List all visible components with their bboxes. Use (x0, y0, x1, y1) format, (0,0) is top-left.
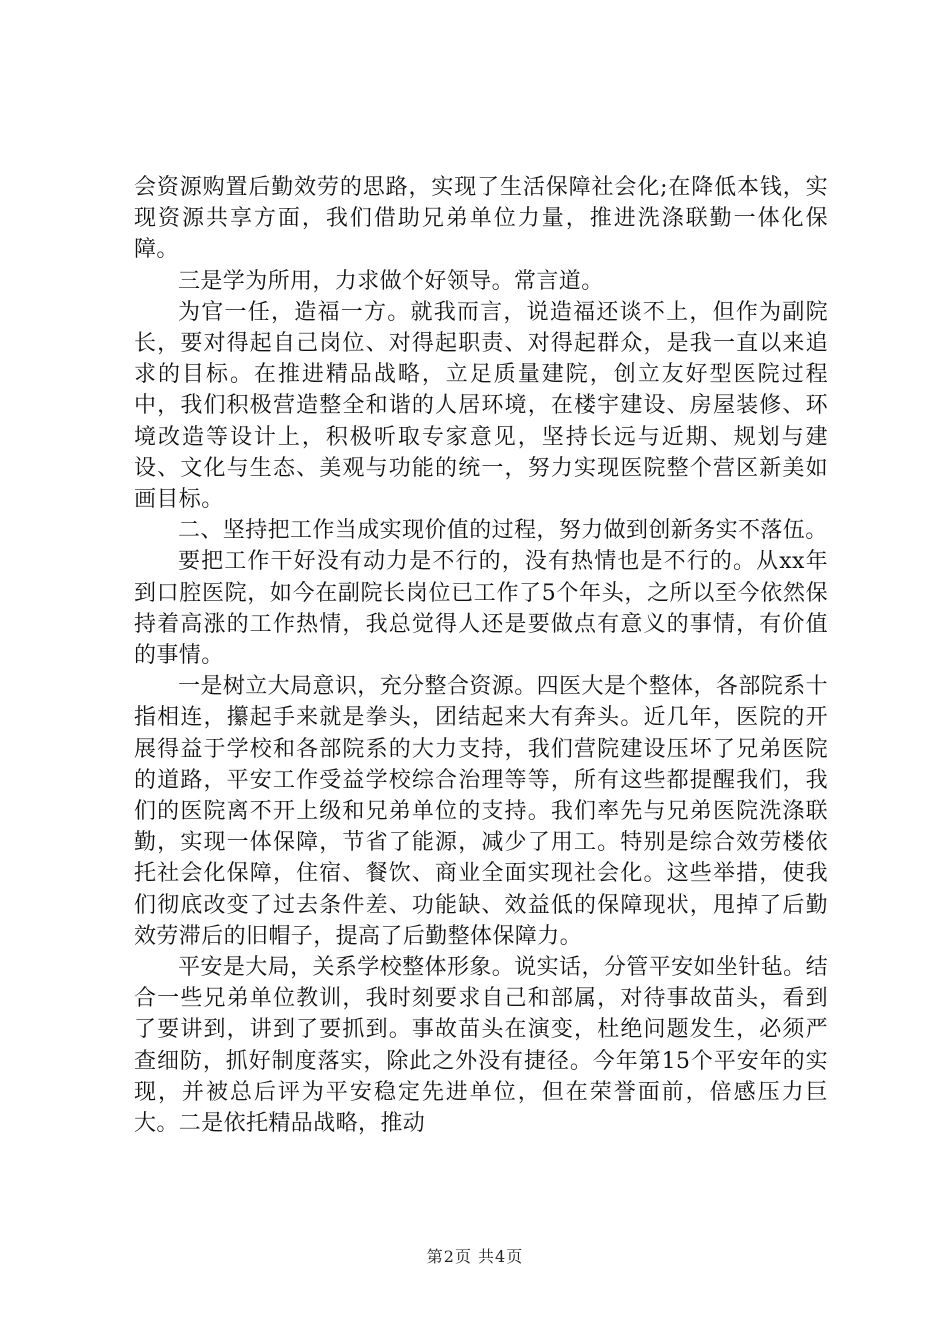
paragraph-6: 一是树立大局意识，充分整合资源。四医大是个整体，各部院系十指相连，攥起手来就是拳头，团结起来大有奔头。近几年，医院的开展得益于学校和各部院系的大力支持，我们营院建设压坏了兄弟医院的道路，平安工作受益学校综合治理等等，所有这些都提醒我们，我们的医院离不开上级和兄弟单位的支持。我们率先与兄弟医院洗涤联勤，实现一体保障，节省了能源，减少了用工。特别是综合效劳楼依托社会化保障，住宿、餐饮、商业全面实现社会化。这些举措，使我们彻底改变了过去条件差、功能缺、效益低的保障现状，甩掉了后勤效劳滞后的旧帽子，提高了后勤整体保障力。 (134, 674, 828, 949)
paragraph-5: 要把工作干好没有动力是不行的，没有热情也是不行的。从xx年到口腔医院，如今在副院长岗位已工作了5个年头，之所以至今依然保持着高涨的工作热情，我总觉得人还是要做点有意义的事情，有价值的事情。 (134, 549, 828, 669)
page-footer: 第2页 共4页 (426, 1247, 524, 1266)
paragraph-3: 为官一任，造福一方。就我而言，说造福还谈不上，但作为副院长，要对得起自己岗位、对得起职责、对得起群众，是我一直以来追求的目标。在推进精品战略，立足质量建院，创立友好型医院过程中，我们积极营造整全和谐的人居环境，在楼宇建设、房屋装修、环境改造等设计上，积极听取专家意见，坚持长远与近期、规划与建设、文化与生态、美观与功能的统一，努力实现医院整个营区新美如画目标。 (134, 299, 828, 513)
paragraph-7: 平安是大局，关系学校整体形象。说实话，分管平安如坐针毡。结合一些兄弟单位教训，我时刻要求自己和部属，对待事故苗头，看到了要讲到，讲到了要抓到。事故苗头在演变，杜绝问题发生，必须严查细防，抓好制度落实，除此之外没有捷径。今年第15个平安年的实现，并被总后评为平安稳定先进单位，但在荣誉面前，倍感压力巨大。二是依托精品战略，推动 (134, 955, 828, 1137)
paragraph-1: 会资源购置后勤效劳的思路，实现了生活保障社会化;在降低本钱，实现资源共享方面，我们借助兄弟单位力量，推进洗涤联勤一体化保障。 (134, 175, 828, 263)
document-body (134, 172, 828, 1139)
paragraph-2: 三是学为所用，力求做个好领导。常言道。 (178, 268, 604, 294)
paragraph-4: 二、坚持把工作当成实现价值的过程，努力做到创新务实不落伍。 (178, 518, 828, 544)
